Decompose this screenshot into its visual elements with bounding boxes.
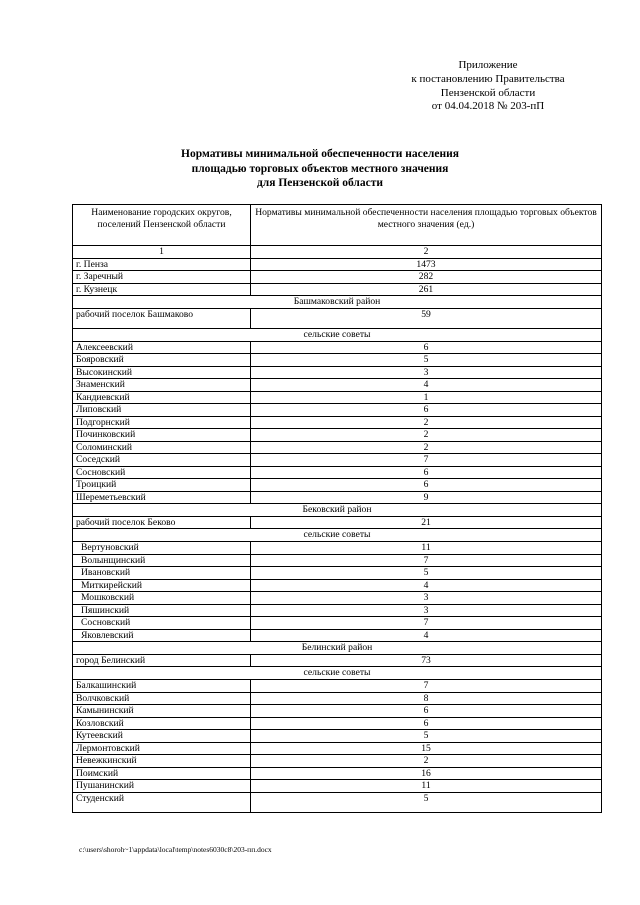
settlement-name: Кутеевский xyxy=(73,730,251,743)
settlement-name: Волынщинский xyxy=(73,554,251,567)
settlement-name: Миткирейский xyxy=(73,579,251,592)
file-path-footer: c:\users\shoroh~1\appdata\local\temp\notes6030c8\203-пп.docx xyxy=(79,845,272,854)
norm-value: 16 xyxy=(251,767,602,780)
subsection-label: сельские советы xyxy=(73,667,602,680)
district-name: Бековский район xyxy=(73,504,602,517)
table-row xyxy=(73,416,602,429)
table-row xyxy=(73,479,602,492)
settlement-name: рабочий поселок Башмаково xyxy=(73,308,251,328)
norms-table xyxy=(72,204,602,813)
norm-value: 6 xyxy=(251,341,602,354)
header-col-name: Наименование городских округов, поселений Пензенской области xyxy=(73,205,251,246)
table-row xyxy=(73,466,602,479)
norm-value: 5 xyxy=(251,567,602,580)
norm-value: 5 xyxy=(251,354,602,367)
settlement-name: г. Кузнецк xyxy=(73,283,251,296)
norm-value: 6 xyxy=(251,705,602,718)
settlement-name: г. Пенза xyxy=(73,258,251,271)
norm-value: 9 xyxy=(251,491,602,504)
norm-value: 7 xyxy=(251,617,602,630)
norm-value: 15 xyxy=(251,742,602,755)
settlement-name: Алексеевский xyxy=(73,341,251,354)
table-row xyxy=(73,617,602,630)
district-section-row xyxy=(73,504,602,517)
district-name: Белинский район xyxy=(73,642,602,655)
table-row xyxy=(73,592,602,605)
table-row xyxy=(73,542,602,555)
table-row xyxy=(73,341,602,354)
table-row xyxy=(73,742,602,755)
table-row xyxy=(73,755,602,768)
header-col-norm: Нормативы минимальной обеспеченности населения площадью торговых объектов местного значения (ед.) xyxy=(251,205,602,246)
subsection-label: сельские советы xyxy=(73,529,602,542)
subsection-row xyxy=(73,529,602,542)
table-row xyxy=(73,491,602,504)
table-row xyxy=(73,705,602,718)
table-row xyxy=(73,516,602,529)
norm-value: 1473 xyxy=(251,258,602,271)
table-row xyxy=(73,767,602,780)
table-row xyxy=(73,271,602,284)
column-number: 1 xyxy=(73,246,251,259)
settlement-name: Лермонтовский xyxy=(73,742,251,755)
document-title xyxy=(100,147,540,191)
title-line: для Пензенской области xyxy=(256,177,384,189)
settlement-name: Невежкинский xyxy=(73,755,251,768)
settlement-name: г. Заречный xyxy=(73,271,251,284)
table-row xyxy=(73,366,602,379)
norm-value: 7 xyxy=(251,680,602,693)
settlement-name: Пяшинский xyxy=(73,604,251,617)
table-row xyxy=(73,780,602,793)
norm-value: 4 xyxy=(251,629,602,642)
settlement-name: Подгорнский xyxy=(73,416,251,429)
appendix-line: Приложение xyxy=(458,59,518,71)
settlement-name: Вертуновский xyxy=(73,542,251,555)
norm-value: 2 xyxy=(251,416,602,429)
settlement-name: Кандиевский xyxy=(73,391,251,404)
settlement-name: Сосновский xyxy=(73,466,251,479)
table-row xyxy=(73,567,602,580)
table-row xyxy=(73,604,602,617)
table-row xyxy=(73,283,602,296)
column-number-row xyxy=(73,246,602,259)
subsection-row xyxy=(73,667,602,680)
settlement-name: Липовский xyxy=(73,404,251,417)
table-row xyxy=(73,354,602,367)
table-row xyxy=(73,730,602,743)
appendix-line: Пензенской области xyxy=(440,86,536,99)
settlement-name: рабочий поселок Беково xyxy=(73,516,251,529)
column-number: 2 xyxy=(251,246,602,259)
settlement-name: Яковлевский xyxy=(73,629,251,642)
settlement-name: Знаменский xyxy=(73,379,251,392)
norm-value: 2 xyxy=(251,429,602,442)
table-header-row xyxy=(73,205,602,246)
norm-value: 6 xyxy=(251,466,602,479)
table-row xyxy=(73,554,602,567)
norm-value: 5 xyxy=(251,792,602,812)
norm-value: 3 xyxy=(251,604,602,617)
settlement-name: Шереметьевский xyxy=(73,491,251,504)
norm-value: 6 xyxy=(251,479,602,492)
norm-value: 4 xyxy=(251,579,602,592)
table-row xyxy=(73,629,602,642)
norm-value: 1 xyxy=(251,391,602,404)
norm-value: 8 xyxy=(251,692,602,705)
norm-value: 261 xyxy=(251,283,602,296)
settlement-name: Студенский xyxy=(73,792,251,812)
norm-value: 6 xyxy=(251,717,602,730)
norm-value: 59 xyxy=(251,308,602,328)
settlement-name: город Белинский xyxy=(73,654,251,667)
settlement-name: Ивановский xyxy=(73,567,251,580)
table-row xyxy=(73,404,602,417)
settlement-name: Камынинский xyxy=(73,705,251,718)
table-row xyxy=(73,680,602,693)
table-row xyxy=(73,717,602,730)
table-row xyxy=(73,454,602,467)
table-row xyxy=(73,792,602,812)
settlement-name: Починковский xyxy=(73,429,251,442)
district-section-row xyxy=(73,642,602,655)
norm-value: 73 xyxy=(251,654,602,667)
settlement-name: Соломинский xyxy=(73,441,251,454)
table-row xyxy=(73,308,602,328)
table-row xyxy=(73,391,602,404)
settlement-name: Волчковский xyxy=(73,692,251,705)
settlement-name: Высокинский xyxy=(73,366,251,379)
title-line: площадью торговых объектов местного значения xyxy=(191,162,449,175)
norm-value: 4 xyxy=(251,379,602,392)
settlement-name: Соседский xyxy=(73,454,251,467)
table-row xyxy=(73,258,602,271)
table-row xyxy=(73,692,602,705)
title-line: Нормативы минимальной обеспеченности населения xyxy=(181,148,459,160)
norm-value: 7 xyxy=(251,454,602,467)
district-name: Башмаковский район xyxy=(73,296,602,309)
appendix-block xyxy=(380,59,596,114)
settlement-name: Троицкий xyxy=(73,479,251,492)
table-row xyxy=(73,379,602,392)
norm-value: 6 xyxy=(251,404,602,417)
norm-value: 11 xyxy=(251,542,602,555)
norm-value: 282 xyxy=(251,271,602,284)
subsection-row xyxy=(73,328,602,341)
table-row xyxy=(73,441,602,454)
appendix-line: от 04.04.2018 № 203-пП xyxy=(431,100,545,113)
settlement-name: Козловский xyxy=(73,717,251,730)
settlement-name: Мошковский xyxy=(73,592,251,605)
table-row xyxy=(73,654,602,667)
norm-value: 3 xyxy=(251,592,602,605)
settlement-name: Пушанинский xyxy=(73,780,251,793)
settlement-name: Сосновский xyxy=(73,617,251,630)
norm-value: 21 xyxy=(251,516,602,529)
table-row xyxy=(73,429,602,442)
subsection-label: сельские советы xyxy=(73,328,602,341)
appendix-line: к постановлению Правительства xyxy=(411,72,565,85)
norm-value: 3 xyxy=(251,366,602,379)
settlement-name: Балкашинский xyxy=(73,680,251,693)
norm-value: 5 xyxy=(251,730,602,743)
district-section-row xyxy=(73,296,602,309)
norm-value: 2 xyxy=(251,441,602,454)
norm-value: 7 xyxy=(251,554,602,567)
norm-value: 2 xyxy=(251,755,602,768)
settlement-name: Бояровский xyxy=(73,354,251,367)
table-row xyxy=(73,579,602,592)
norm-value: 11 xyxy=(251,780,602,793)
settlement-name: Поимский xyxy=(73,767,251,780)
